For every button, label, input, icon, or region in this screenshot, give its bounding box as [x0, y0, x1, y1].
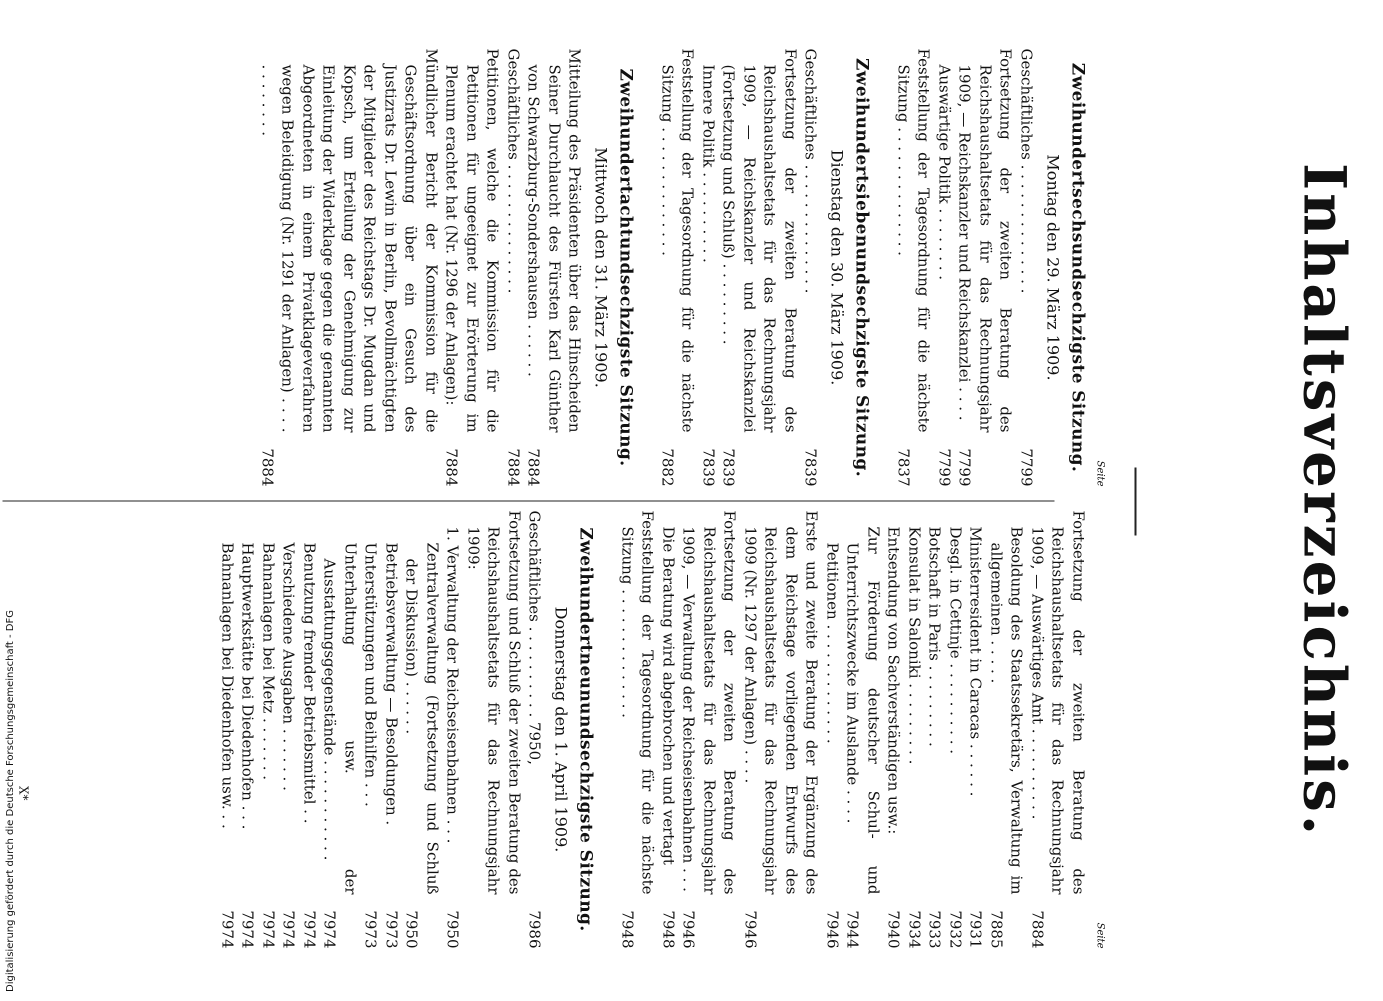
session-block	[893, 49, 1089, 487]
toc-entry	[238, 511, 259, 949]
entry-page-number: 7944	[844, 910, 862, 949]
session-block	[257, 49, 637, 487]
entry-text: Unterhaltung usw. der Ausstattungsgegenstände . . . . . . . . . . .	[321, 542, 360, 895]
entry-page-number: 7884	[258, 448, 277, 487]
entry-text: Petitionen, welche die Kommission für die Petitionen für ungeeignet zur Erörterung im Plenum erachtet hat (Nr. 1296 der Anlagen):	[443, 48, 502, 433]
entry-text: Mündlicher Bericht der Kommission für die Geschäftsordnung über ein Gesuch des Justizrats Dr. Lewin in Berlin, Bevollmächtigten der Mitglieder des Reichstags Dr. Mugdan und Kopsch, um Erteilung der Genehmigung zur Einleitung der Widerklage gegen die genannten Abgeordneten in einem Privatklageverfahren wegen Beleidigung (Nr. 1291 der Anlagen) . . . . . . . . . . . .	[258, 48, 441, 433]
entry-page-number: 7974	[218, 910, 237, 949]
entry-text: Geschäftliches . . . . . . . . . . . . . .	[1017, 48, 1036, 294]
right-column	[197, 511, 1107, 949]
entry-page-number: 7950	[444, 910, 462, 949]
session-title: Zweihundertachtundsechzigste Sitzung.	[616, 68, 636, 467]
toc-entry	[503, 49, 524, 487]
entry-text: Auswärtige Politik . . . . . . . .	[935, 64, 954, 281]
entry-text: Fortsetzung der zweiten Beratung des Reichshaushaltsetats für das Rechnungsjahr 1909, — Auswärtiges Amt . . . . . . . . . .	[1028, 510, 1088, 895]
entry-page-number: 7948	[618, 910, 637, 949]
toc-entry	[1027, 511, 1089, 949]
entry-page-number: 7946	[680, 910, 698, 949]
entry-text: Fortsetzung der zweiten Beratung des Reichshaushaltsetats für das Rechnungsjahr 1909, — Verwaltung der Reichseisenbahnen . . .	[680, 510, 739, 895]
toc-entry	[657, 49, 698, 487]
entry-page-number: 7885	[987, 910, 1006, 949]
entry-page-number: 7932	[946, 910, 965, 949]
left-column	[237, 49, 1107, 487]
footnote-mark: X*	[16, 785, 31, 801]
toc-entry	[443, 511, 464, 949]
entry-text: Besoldung des Staatssekretärs, Verwaltung im allgemeinen . . . . .	[987, 526, 1026, 895]
entry-text: Geschäftliches . . . . . . . . . . . . . .	[504, 48, 523, 294]
toc-entry	[934, 49, 955, 487]
entry-page-number: 7974	[300, 910, 319, 949]
entry-page-number: 7931	[967, 910, 985, 949]
toc-entry	[279, 511, 300, 949]
entry-page-number: 7974	[239, 910, 257, 949]
entry-page-number: 7950	[403, 910, 421, 949]
toc-entry	[258, 511, 279, 949]
digitization-credit	[5, 610, 16, 992]
entry-page-number: 7974	[280, 910, 298, 949]
session-date: Montag den 29. März 1909.	[1043, 154, 1063, 381]
entry-text: Fortsetzung der zweiten Beratung des Reichshaushaltsetats für das Rechnungsjahr 1909, — Reichskanzler und Reichskanzlei . . . .	[956, 48, 1015, 433]
entry-text: 1. Verwaltung der Reichseisenbahnen . . .	[444, 526, 462, 844]
entry-text: Geschäftliches . . . . . . . . . . 7950,	[526, 510, 544, 765]
entry-text: Erste und zweite Beratung der Ergänzung des dem Reichstage vorliegenden Entwurfs des Reichshaushaltsetats für das Rechnungsjahr 1909 (Nr. 1297 der Anlagen) . . . .	[741, 510, 821, 895]
toc-entry	[320, 511, 361, 949]
toc-entry	[843, 511, 884, 949]
entry-text: Feststellung der Tagesordnung für die nächste Sitzung . . . . . . . . . . . . . .	[658, 48, 697, 433]
toc-entry	[904, 511, 925, 949]
toc-entry	[361, 511, 382, 949]
entry-text: Ministerresident in Caracas . . . . . .	[967, 526, 985, 797]
toc-entry	[740, 511, 822, 949]
entry-text: Geschäftliches . . . . . . . . . . . . . .	[802, 48, 820, 294]
session-block	[617, 511, 1089, 949]
toc-entry	[925, 511, 946, 949]
toc-page	[0, 1, 1383, 1001]
seite-label: Seite	[1094, 922, 1106, 949]
toc-entry	[402, 511, 443, 949]
toc-entry	[698, 49, 719, 487]
entry-text: Entsendung von Sachverständigen usw.:	[885, 526, 903, 835]
session-date: Dienstag den 30. März 1909.	[828, 149, 847, 386]
entry-text: Betriebsverwaltung — Besoldungen .	[382, 542, 401, 826]
title-rule	[1135, 468, 1137, 536]
session-date: Mittwoch den 31. März 1909.	[592, 147, 611, 388]
entry-text: Bahnanlagen bei Diedenhofen usw. . .	[218, 542, 237, 829]
entry-text: Mitteilung des Präsidenten über das Hinscheiden Seiner Durchlaucht des Fürsten Karl Günther von Schwarzburg-Sondershausen . . . . . .	[525, 48, 584, 433]
left-sections	[257, 49, 1089, 487]
session-date: Donnerstag den 1. April 1909.	[552, 606, 571, 853]
entry-page-number: 7974	[321, 910, 339, 949]
toc-entry	[679, 511, 741, 949]
toc-entry	[257, 49, 442, 487]
entry-text: Konsulat in Saloniki . . . . . . . . .	[905, 526, 924, 765]
entry-text: Desgl. in Cettinje . . . . . . . . . .	[946, 526, 965, 755]
toc-entry	[658, 511, 679, 949]
toc-entry	[1016, 49, 1037, 487]
toc-entry	[955, 49, 1017, 487]
entry-page-number: 7884	[525, 448, 543, 487]
entry-text: Zentralverwaltung (Fortsetzung und Schluß der Diskussion) . . . . . .	[403, 542, 442, 895]
entry-page-number: 7946	[823, 910, 842, 949]
toc-entry	[524, 49, 586, 487]
entry-page-number: 7973	[362, 910, 380, 949]
toc-entry	[801, 49, 822, 487]
toc-entry	[893, 49, 934, 487]
credit-text: Digitalisierung gefördert durch die Deutsche Forschungsgemeinschaft - DFG	[5, 609, 16, 992]
toc-entry	[442, 49, 504, 487]
entry-page-number: 7946	[741, 910, 760, 949]
entry-page-number: 7884	[443, 448, 461, 487]
entry-page-number: 7986	[526, 910, 544, 949]
session-block	[657, 49, 873, 487]
toc-entry	[525, 511, 546, 949]
entry-page-number: 7839	[699, 448, 718, 487]
entry-page-number: 7974	[259, 910, 278, 949]
entry-page-number: 7799	[1017, 448, 1036, 487]
entry-text: Bahnanlagen bei Metz . . . . . . .	[259, 542, 278, 781]
entry-page-number: 7934	[905, 910, 924, 949]
entry-page-number: 7973	[382, 910, 401, 949]
entry-page-number: 7940	[885, 910, 903, 949]
right-sections	[217, 511, 1089, 949]
entry-page-number: 7884	[1028, 910, 1047, 949]
toc-entry	[884, 511, 905, 949]
entry-text: Fortsetzung der zweiten Beratung des Reichshaushaltsetats für das Rechnungsjahr 1909, — Reichskanzler und Reichskanzlei (Fortsetzung und Schluß) . . . . . . . . .	[720, 48, 800, 433]
entry-text: Innere Politik . . . . . . . . . .	[699, 64, 718, 263]
toc-entry	[719, 49, 801, 487]
entry-text: Fortsetzung und Schluß der zweiten Beratung des Reichshaushaltsetats für das Rechnungsjahr 1909:	[464, 510, 524, 895]
entry-text: Petitionen . . . . . . . . . . . . .	[823, 542, 842, 744]
entry-text: Benutzung fremder Betriebsmittel . .	[300, 542, 319, 824]
entry-page-number: 7837	[894, 448, 913, 487]
session-title: Zweihundertsiebenundsechzigste Sitzung.	[852, 57, 872, 478]
entry-text: Feststellung der Tagesordnung für die nächste Sitzung . . . . . . . . . . . . . .	[618, 510, 657, 895]
session-title: Zweihundertneunundsechzigste Sitzung.	[576, 527, 596, 932]
column-divider	[3, 501, 1055, 502]
entry-page-number: 7839	[802, 448, 820, 487]
entry-text: Feststellung der Tagesordnung für die nächste Sitzung . . . . . . . . . . . . . .	[894, 48, 933, 433]
toc-entry	[986, 511, 1027, 949]
entry-page-number: 7799	[935, 448, 954, 487]
toc-entry	[822, 511, 843, 949]
entry-page-number: 7884	[504, 448, 523, 487]
toc-entry	[463, 511, 525, 949]
toc-entry	[217, 511, 238, 949]
entry-text: Hauptwerkstätte bei Diedenhofen . . .	[239, 542, 257, 830]
seite-label: Seite	[1094, 460, 1106, 487]
entry-page-number: 7948	[659, 910, 678, 949]
entry-text: Die Beratung wird abgebrochen und vertagt	[659, 526, 678, 865]
entry-text: Unterstützungen und Beihilfen . . .	[362, 542, 380, 807]
entry-page-number: 7799	[956, 448, 974, 487]
entry-text: Botschaft in Paris . . . . . . . . .	[926, 526, 944, 747]
entry-text: Verschiedene Ausgaben . . . . . . .	[280, 542, 298, 791]
session-title: Zweihundertsechsundsechzigste Sitzung.	[1067, 62, 1088, 473]
session-block	[217, 511, 597, 949]
toc-entry	[966, 511, 987, 949]
entry-page-number: 7839	[720, 448, 738, 487]
toc-entry	[381, 511, 402, 949]
entry-page-number: 7933	[926, 910, 944, 949]
page-title: Inhaltsverzeichnis.	[1290, 162, 1359, 839]
toc-entry	[945, 511, 966, 949]
entry-text: Zur Förderung deutscher Schul- und Unterrichtszwecke im Auslande . . . .	[844, 526, 883, 895]
toc-entry	[299, 511, 320, 949]
toc-entry	[617, 511, 658, 949]
entry-page-number: 7882	[658, 448, 677, 487]
